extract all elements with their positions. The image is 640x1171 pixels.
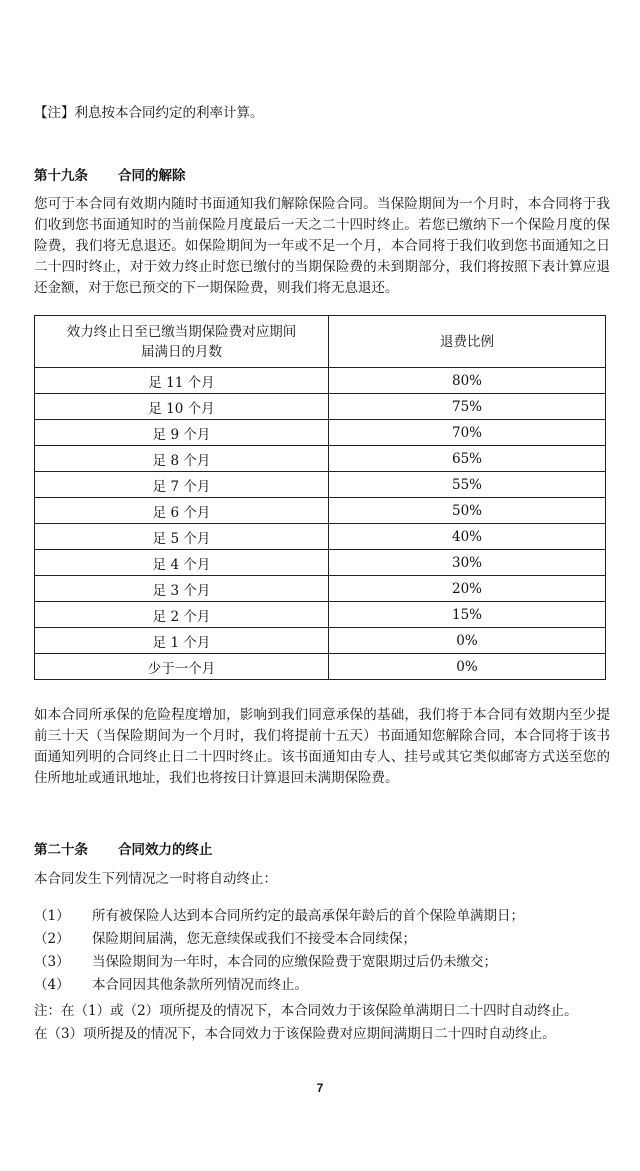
months-cell: 足 1 个月 — [35, 628, 329, 654]
interest-note: 【注】利息按本合同约定的利率计算。 — [34, 105, 264, 121]
table-row — [35, 524, 606, 550]
table-row — [35, 654, 606, 680]
termination-notes — [34, 1000, 578, 1046]
list-item — [34, 905, 524, 928]
list-text: 本合同因其他条款所列情况而终止。 — [92, 977, 308, 993]
table-row — [35, 446, 606, 472]
section-19-number: 第十九条 — [34, 168, 88, 184]
months-cell: 足 11 个月 — [35, 368, 329, 394]
months-cell: 少于一个月 — [35, 654, 329, 680]
section-20-intro: 本合同发生下列情况之一时将自动终止： — [34, 871, 277, 887]
section-19-heading — [34, 164, 186, 184]
ratio-cell: 70% — [329, 420, 606, 446]
ratio-cell: 40% — [329, 524, 606, 550]
months-cell: 足 10 个月 — [35, 394, 329, 420]
refund-ratio-table — [34, 315, 606, 680]
table-row — [35, 576, 606, 602]
list-index: （4） — [34, 977, 70, 993]
months-cell: 足 7 个月 — [35, 472, 329, 498]
ratio-cell: 75% — [329, 394, 606, 420]
list-text: 所有被保险人达到本合同所约定的最高承保年龄后的首个保险单满期日； — [92, 908, 524, 924]
ratio-cell: 0% — [329, 654, 606, 680]
table-row — [35, 550, 606, 576]
ratio-cell: 30% — [329, 550, 606, 576]
table-row — [35, 368, 606, 394]
list-text: 保险期间届满，您无意续保或我们不接受本合同续保； — [92, 931, 416, 947]
ratio-cell: 0% — [329, 628, 606, 654]
ratio-cell: 65% — [329, 446, 606, 472]
ratio-cell: 20% — [329, 576, 606, 602]
months-cell: 足 2 个月 — [35, 602, 329, 628]
ratio-cell: 80% — [329, 368, 606, 394]
list-index: （1） — [34, 908, 70, 924]
ratio-cell: 15% — [329, 602, 606, 628]
section-19-paragraph-2: 如本合同所承保的危险程度增加，影响到我们同意承保的基础，我们将于本合同有效期内至少提前三十天（当保险期间为一个月时，我们将提前十五天）书面通知您解除合同，本合同将于该书面通知列明的合同终止日二十四时终止。该书面通知由专人、挂号或其它类似邮寄方式送至您的住所地址或通讯地址，我们也将按日计算退回未满期保险费。 — [34, 707, 610, 786]
months-cell: 足 6 个月 — [35, 498, 329, 524]
header-refund-ratio: 退费比例 — [329, 316, 606, 368]
list-item — [34, 951, 524, 974]
table-row — [35, 472, 606, 498]
section-20-title: 合同效力的终止 — [118, 842, 213, 858]
table-header-row — [35, 316, 606, 368]
months-cell: 足 5 个月 — [35, 524, 329, 550]
section-20-number: 第二十条 — [34, 842, 88, 858]
section-19-title: 合同的解除 — [118, 168, 186, 184]
ratio-cell: 55% — [329, 472, 606, 498]
table-row — [35, 602, 606, 628]
section-20-heading — [34, 838, 213, 858]
note-line-2: 在（3）项所提及的情况下，本合同效力于该保险费对应期间满期日二十四时自动终止。 — [34, 1026, 556, 1042]
table-row — [35, 394, 606, 420]
list-index: （3） — [34, 954, 70, 970]
months-cell: 足 9 个月 — [35, 420, 329, 446]
list-item — [34, 974, 524, 997]
table-row — [35, 420, 606, 446]
table-row — [35, 628, 606, 654]
list-index: （2） — [34, 931, 70, 947]
months-cell: 足 8 个月 — [35, 446, 329, 472]
page-number: 7 — [316, 1081, 324, 1095]
section-19-paragraph-1: 您可于本合同有效期内随时书面通知我们解除保险合同。当保险期间为一个月时，本合同将于我们收到您书面通知时的当前保险月度最后一天之二十四时终止。若您已缴纳下一个保险月度的保险费，我们将无息退还。如保险期间为一年或不足一个月，本合同将于我们收到您书面通知之日二十四时终止，对于效力终止时您已缴付的当期保险费的未到期部分，我们将按照下表计算应退还金额，对于您已预交的下一期保险费，则我们将无息退还。 — [34, 196, 610, 296]
table-row — [35, 498, 606, 524]
list-item — [34, 928, 524, 951]
header-months: 效力终止日至已缴当期保险费对应期间届满日的月数 — [35, 316, 329, 368]
note-line-1: 注：在（1）或（2）项所提及的情况下，本合同效力于该保险单满期日二十四时自动终止。 — [34, 1003, 578, 1019]
termination-list — [34, 905, 524, 997]
months-cell: 足 4 个月 — [35, 550, 329, 576]
months-cell: 足 3 个月 — [35, 576, 329, 602]
list-text: 当保险期间为一年时，本合同的应缴保险费于宽限期过后仍未缴交； — [92, 954, 497, 970]
ratio-cell: 50% — [329, 498, 606, 524]
